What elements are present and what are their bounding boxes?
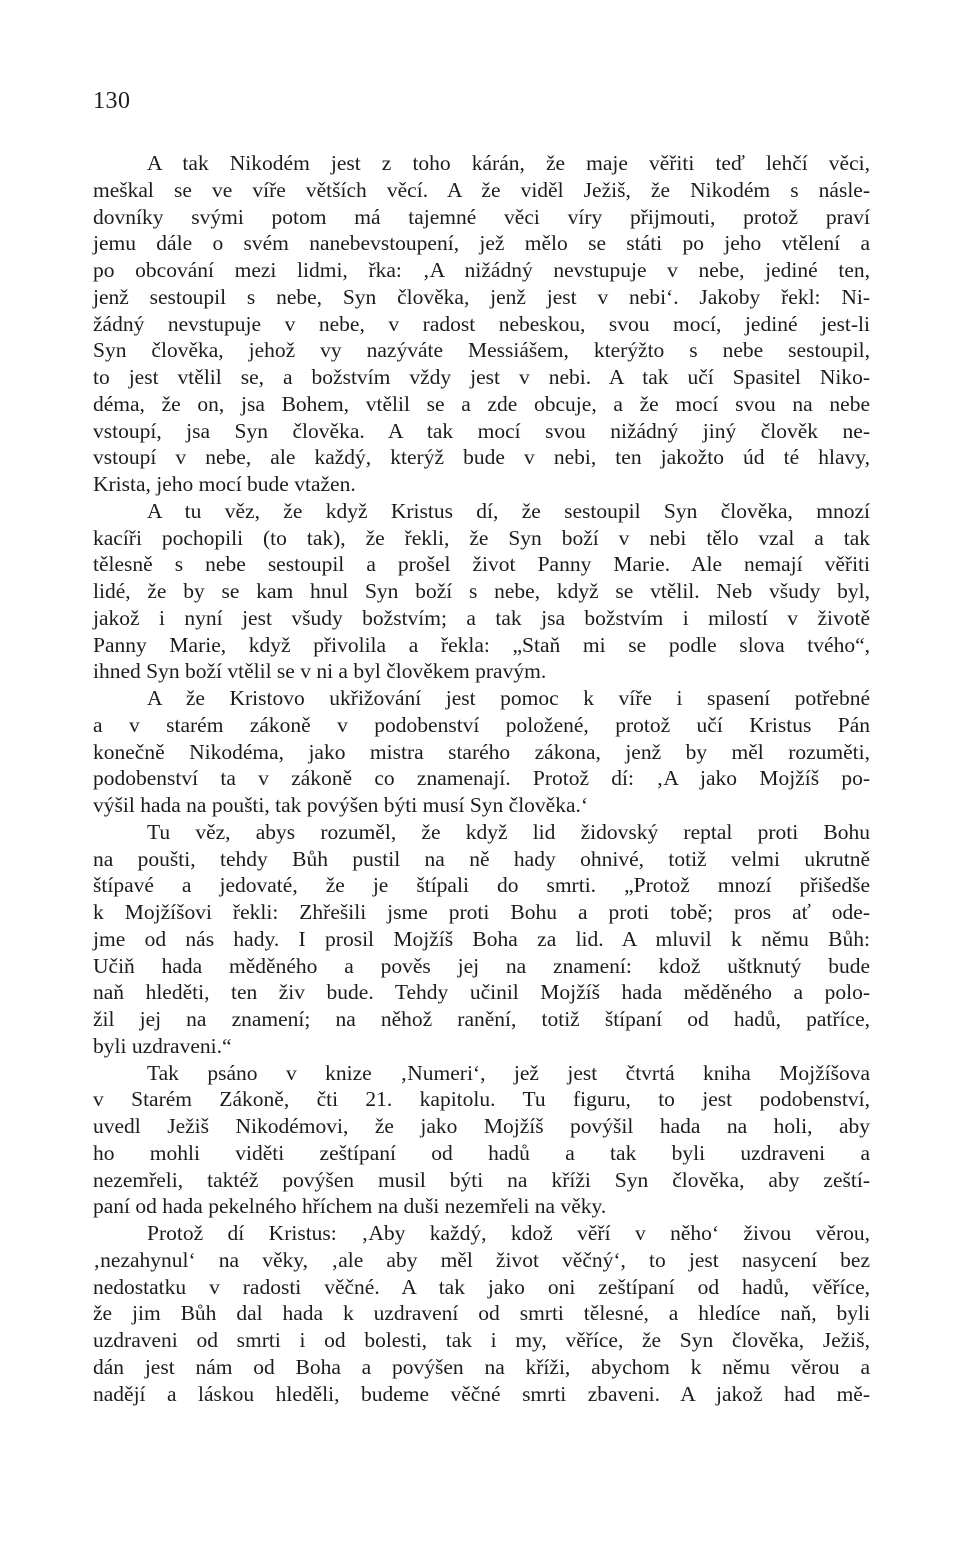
text-line: vstoupí v nebe, ale každý, kterýž bude v nebi, ten jakožto úd té hlavy,: [93, 445, 870, 470]
text-line: Krista, jeho mocí bude vtažen.: [93, 472, 356, 496]
text-line: žil jej na znamení; na něhož ranění, totiž štípaní od hadů, patříce,: [93, 1007, 870, 1031]
text-line: jme od nás hady. I prosil Mojžíš Boha za lid. A mluvil k němu Bůh:: [93, 926, 870, 951]
text-line: výšil hada na poušti, tak povýšen býti musí Syn člověka.‘: [93, 793, 589, 817]
text-line: nezemřeli, taktéž povýšen musil býti na kříži Syn člověka, aby zeští-: [93, 1167, 870, 1192]
text-line: konečně Nikodéma, jako mistra starého zákona, jenž by měl rozuměti,: [93, 739, 870, 764]
text-line: Tak psáno v knize ‚Numeri‘, jež jest čtvrtá kniha Mojžíšova: [147, 1060, 870, 1085]
text-line: byli uzdraveni.“: [93, 1033, 232, 1058]
text-line: nadějí a láskou hleděli, budeme věčné smrti zbaveni. A jakož had mě-: [93, 1381, 870, 1406]
text-line: lidé, že by se kam hnul Syn boží s nebe, když se vtělil. Neb všudy byl,: [93, 579, 870, 603]
text-line: po obcování mezi lidmi, řka: ‚A nižádný nevstupuje v nebe, jediné ten,: [93, 258, 870, 282]
text-line: žádný nevstupuje v nebe, v radost nebeskou, svou mocí, jediné jest-li: [93, 311, 870, 336]
text-line: meškal se ve víře větších věcí. A že viděl Ježiš, že Nikodém s násle-: [93, 177, 870, 202]
text-line: jakož i nyní jest všudy božstvím; a tak jsa božstvím i milostí v životě: [93, 605, 870, 630]
text-line: podobenství ta v zákoně co znamenají. Protož dí: ‚A jako Mojžíš po-: [93, 766, 870, 791]
text-line: to jest vtělil se, a božstvím vždy jest v nebi. A tak učí Spasitel Niko-: [93, 365, 870, 389]
text-line: dán jest nám od Boha a povýšen na kříži, abychom k němu věrou a: [93, 1354, 870, 1379]
text-line: že jim Bůh dal hada k uzdravení od smrti tělesné, a hledíce naň, byli: [93, 1301, 870, 1326]
text-line: Panny Marie, když přivolila a řekla: „Staň mi se podle slova tvého“,: [93, 632, 870, 657]
text-line: Protož dí Kristus: ‚Aby každý, kdož věří v něho‘ živou věrou,: [147, 1221, 870, 1245]
text-line: na poušti, tehdy Bůh pustil na ně hady ohnivé, totiž velmi ukrutně: [93, 846, 870, 871]
body-text: [93, 150, 870, 1407]
text-line: Tu věz, abys rozuměl, že když lid židovský reptal proti Bohu: [147, 819, 870, 844]
text-line: A tu věz, že když Kristus dí, že sestoupil Syn člověka, mnozí: [147, 498, 870, 523]
text-line: naň hleděti, ten živ bude. Tehdy učinil Mojžíš hada měděného a polo-: [93, 980, 870, 1005]
text-line: a v starém zákoně v podobenství položené, protož učí Kristus Pán: [93, 712, 870, 737]
text-line: uzdraveni od smrti i od bolesti, tak i my, věříce, že Syn člověka, Ježiš,: [93, 1328, 870, 1352]
text-line: déma, že on, jsa Bohem, vtělil se a zde obcuje, a že mocí svou na nebe: [93, 391, 870, 416]
text-line: A že Kristovo ukřižování jest pomoc k víře i spasení potřebné: [147, 686, 870, 710]
text-line: paní od hada pekelného hříchem na duši nezemřeli na věky.: [93, 1194, 607, 1219]
text-line: Učiň hada měděného a pověs jej na znamení: kdož uštknutý bude: [93, 953, 870, 978]
text-line: tělesně s nebe sestoupil a prošel život Panny Marie. Ale nemají věřiti: [93, 552, 870, 577]
text-line: vstoupí, jsa Syn člověka. A tak mocí svou nižádný jiný člověk ne-: [93, 418, 870, 443]
text-line: štípavé a jedovaté, že je štípali do smrti. „Protož mnozí přišedše: [93, 873, 870, 898]
text-line: dovníky svými potom má tajemné věci víry přijmouti, protož praví: [93, 204, 870, 229]
text-line: jenž sestoupil s nebe, Syn člověka, jenž jest v nebi‘. Jakoby řekl: Ni-: [93, 284, 870, 309]
text-line: nedostatku v radosti věčné. A tak jako oni zeštípaní od hadů, věříce,: [93, 1274, 870, 1299]
text-line: kacíři pochopili (to tak), že řekli, že Syn boží v nebi tělo vzal a tak: [93, 525, 870, 550]
text-line: ho mohli viděti zeštípaní od hadů a tak byli uzdraveni a: [93, 1140, 870, 1165]
text-line: k Mojžíšovi řekli: Zhřešili jsme proti Bohu a proti tobě; pros ať ode-: [93, 900, 870, 924]
text-line: ‚nezahynul‘ na věky, ‚ale aby měl život věčný‘, to jest nasycení bez: [93, 1247, 870, 1272]
text-line: uvedl Ježiš Nikodémovi, že jako Mojžíš povýšil hada na holi, aby: [93, 1114, 870, 1138]
text-line: jemu dále o svém nanebevstoupení, jež mělo se státi po jeho vtělení a: [93, 231, 870, 256]
page-number: 130: [93, 88, 131, 114]
text-line: Syn člověka, jehož vy nazýváte Messiášem, kterýžto s nebe sestoupil,: [93, 338, 870, 363]
text-line: A tak Nikodém jest z toho kárán, že maje věřiti teď lehčí věci,: [147, 151, 870, 175]
text-line: v Starém Zákoně, čti 21. kapitolu. Tu figuru, to jest podobenství,: [93, 1087, 870, 1112]
text-line: ihned Syn boží vtělil se v ni a byl člověkem pravým.: [93, 659, 547, 684]
